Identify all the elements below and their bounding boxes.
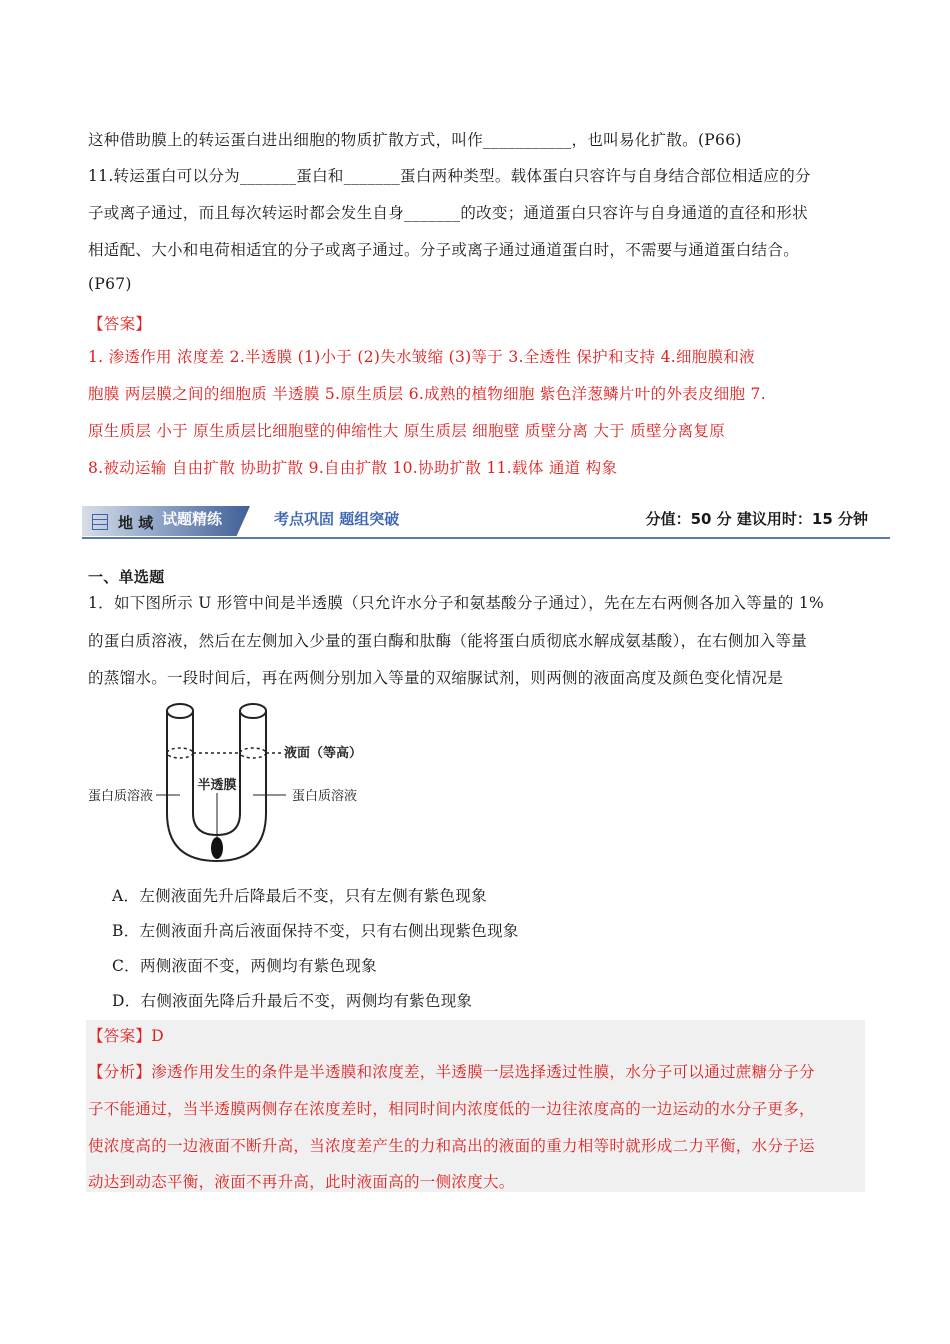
section-banner	[82, 504, 890, 540]
answer-line-3: 原生质层 小于 原生质层比细胞壁的伸缩性大 原生质层 细胞壁 质壁分离 大于 质壁分离复原	[88, 422, 725, 440]
label-right-solution: 蛋白质溶液	[292, 789, 358, 804]
banner-underline	[82, 537, 890, 539]
option-b[interactable]: B．左侧液面升高后液面保持不变，只有右侧出现紫色现象	[112, 922, 519, 940]
analysis-line-4: 动达到动态平衡，液面不再升高，此时液面高的一侧浓度大。	[88, 1173, 515, 1191]
question-line-3: 的蒸馏水。一段时间后，再在两侧分别加入等量的双缩脲试剂，则两侧的液面高度及颜色变化情况是	[88, 669, 784, 687]
banner-subtitle: 考点巩固 题组突破	[274, 510, 400, 528]
analysis-line-2: 子不能通过，当半透膜两侧存在浓度差时，相同时间内浓度低的一边往浓度高的一边运动的水分子更多，	[88, 1100, 815, 1118]
banner-score-info: 分值：50 分 建议用时：15 分钟	[645, 510, 868, 528]
answer-line-2: 胞膜 两层膜之间的细胞质 半透膜 5.原生质层 6.成熟的植物细胞 紫色洋葱鳞片叶的外表皮细胞 7.	[88, 385, 766, 403]
option-a[interactable]: A．左侧液面先升后降最后不变，只有左侧有紫色现象	[112, 887, 487, 905]
intro-line-2: 11.转运蛋白可以分为_______蛋白和_______蛋白两种类型。载体蛋白只容许与自身结合部位相适应的分	[88, 167, 811, 185]
question-line-2: 的蛋白质溶液，然后在左侧加入少量的蛋白酶和肽酶（能将蛋白质彻底水解成氨基酸），在右侧加入等量	[88, 632, 808, 650]
intro-line-4: 相适配、大小和电荷相适宜的分子或离子通过。分子或离子通过通道蛋白时，不需要与通道蛋白结合。	[88, 241, 800, 259]
answer-line-4: 8.被动运输 自由扩散 协助扩散 9.自由扩散 10.协助扩散 11.载体 通道 构象	[88, 459, 618, 477]
analysis-line-1: 【分析】渗透作用发生的条件是半透膜和浓度差，半透膜一层选择透过性膜，水分子可以通过蔗糖分子分	[88, 1063, 815, 1081]
label-liquid-level: 液面（等高）	[284, 746, 363, 761]
banner-title: 试题精练	[162, 510, 223, 528]
answer-header: 【答案】	[88, 315, 152, 333]
left-tube-opening	[167, 704, 193, 718]
banner-deco-text: 地 域	[118, 514, 154, 532]
intro-line-5: (P67)	[88, 275, 132, 293]
option-c[interactable]: C．两侧液面不变，两侧均有紫色现象	[112, 957, 377, 975]
option-d[interactable]: D．右侧液面先降后升最后不变，两侧均有紫色现象	[112, 992, 473, 1010]
membrane-shape	[211, 837, 223, 859]
answer-q1: 【答案】D	[88, 1027, 164, 1045]
u-tube-diagram	[86, 695, 386, 865]
grid-icon	[92, 514, 108, 530]
right-tube-opening	[240, 704, 266, 718]
answer-line-1: 1. 渗透作用 浓度差 2.半透膜 (1)小于 (2)失水皱缩 (3)等于 3.全透性 保护和支持 4.细胞膜和液	[88, 348, 755, 366]
intro-line-1: 这种借助膜上的转运蛋白进出细胞的物质扩散方式，叫作___________，也叫易化扩散。(P66)	[88, 131, 742, 149]
analysis-line-3: 使浓度高的一边液面不断升高，当浓度差产生的力和高出的液面的重力相等时就形成二力平衡，水分子运	[88, 1137, 815, 1155]
label-left-solution: 蛋白质溶液	[88, 789, 154, 804]
section-title: 一、单选题	[88, 568, 165, 586]
intro-line-3: 子或离子通过，而且每次转运时都会发生自身_______的改变；通道蛋白只容许与自身通道的直径和形状	[88, 204, 808, 222]
label-membrane: 半透膜	[197, 778, 237, 793]
question-line-1: 1．如下图所示 U 形管中间是半透膜（只允许水分子和氨基酸分子通过），先在左右两侧各加入等量的 1%	[88, 594, 825, 612]
